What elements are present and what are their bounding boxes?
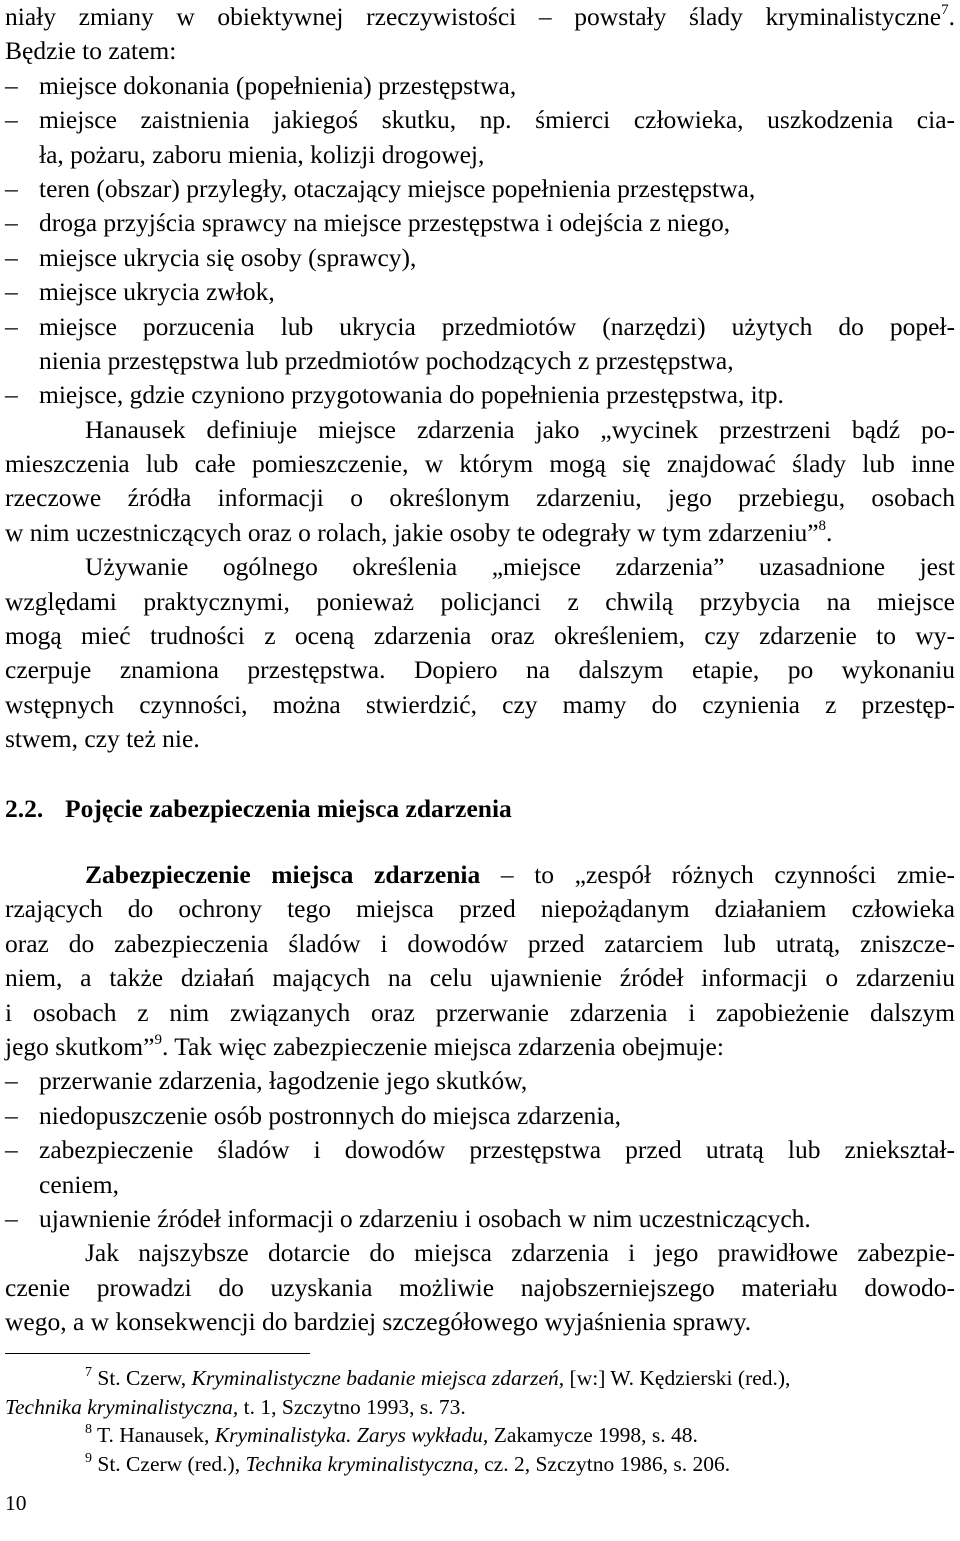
text-line (5, 0, 955, 34)
footnote-mark: 8 (85, 1422, 92, 1438)
cited-title: Technika kryminalistyczna, (245, 1451, 479, 1476)
text-line: rzających do ochrony tego miejsca przed niepożądanym działaniem człowieka (5, 894, 955, 924)
footnotes (5, 1364, 955, 1478)
text-span: cz. 2, Szczytno 1986, s. 206. (478, 1451, 731, 1476)
dash-bullet: – (5, 1135, 18, 1165)
crime-scene-list (5, 69, 955, 413)
list-item (5, 275, 955, 309)
list-item (5, 1099, 955, 1133)
text-line: mogą mieć trudności z oceną zdarzenia oraz określeniem, czy zdarzenie to wy- (5, 621, 955, 651)
footnote-ref-8[interactable]: 8 (818, 517, 827, 534)
dash-bullet: – (5, 1066, 18, 1096)
footnote-7 (5, 1364, 955, 1392)
list-item-text: droga przyjścia sprawcy na miejsce przestępstwa i odejścia z niego, (39, 208, 731, 238)
footnote-9 (5, 1450, 955, 1478)
dash-bullet: – (5, 70, 18, 100)
dash-bullet: – (5, 380, 18, 410)
list-item-text: miejsce porzucenia lub ukrycia przedmiotów (narzędzi) użytych do popeł- (39, 311, 955, 341)
dash-bullet: – (5, 208, 18, 238)
list-item-text: niedopuszczenie osób postronnych do miejsca zdarzenia, (39, 1100, 622, 1130)
paragraph-hanausek (5, 413, 955, 551)
text-span: niały zmiany w obiektywnej rzeczywistości – powstały ślady kryminalistyczne (5, 2, 942, 31)
dash-bullet: – (5, 277, 18, 307)
page-number: 10 (5, 1491, 27, 1515)
list-item-text: ujawnienie źródeł informacji o zdarzeniu i osobach w nim uczestniczących. (39, 1203, 811, 1233)
text-line: Używanie ogólnego określenia „miejsce zdarzenia” uzasadnione jest (85, 552, 955, 582)
text-span: w nim uczestniczących oraz o rolach, jakie osoby te odegrały w tym zdarzeniu” (5, 517, 819, 547)
text-line: i osobach z nim związanych oraz przerwanie zdarzenia i zapobieżenie dalszym (5, 997, 955, 1027)
text-line: rzeczowe źródła informacji o określonym zdarzeniu, jego przebiegu, osobach (5, 483, 955, 513)
text-span: Zakamycze 1998, s. 48. (488, 1423, 698, 1448)
text-span: St. Czerw (red.), (92, 1451, 246, 1476)
list-item (5, 1133, 955, 1167)
footnote-8 (5, 1421, 955, 1449)
section-title: Pojęcie zabezpieczenia miejsca zdarzenia (65, 793, 512, 823)
text-line: Będzie to zatem: (5, 36, 177, 66)
list-item-text: miejsce dokonania (popełnienia) przestępstwa, (39, 70, 517, 100)
dash-bullet: – (5, 242, 18, 272)
list-item-text: teren (obszar) przyległy, otaczający miejsce popełnienia przestępstwa, (39, 173, 756, 203)
text-span: t. 1, Szczytno 1993, s. 73. (238, 1394, 466, 1419)
list-item (5, 1202, 955, 1236)
text-line: oraz do zabezpieczenia śladów i dowodów przed zatarciem lub utratą, zniszcze- (5, 928, 955, 958)
list-item-continuation: nienia przestępstwa lub przedmiotów pochodzących z przestępstwa, (39, 345, 734, 375)
list-item (5, 103, 955, 137)
list-item-text: miejsce zaistnienia jakiegoś skutku, np. śmierci człowieka, uszkodzenia cia- (39, 105, 955, 135)
list-item (5, 378, 955, 412)
list-item-text: przerwanie zdarzenia, łagodzenie jego skutków, (39, 1066, 528, 1096)
paragraph-jak (5, 1236, 955, 1339)
text-line (5, 1030, 955, 1064)
cited-title: Kryminalistyczne badanie miejsca zdarzeń, (191, 1366, 565, 1391)
dash-bullet: – (5, 1203, 18, 1233)
text-line: niem, a także działań mających na celu ujawnienie źródeł informacji o zdarzeniu (5, 963, 955, 993)
footnote-mark: 7 (85, 1365, 92, 1381)
list-item-text: miejsce ukrycia zwłok, (39, 277, 275, 307)
text-line: Hanausek definiuje miejsce zdarzenia jako „wycinek przestrzeni bądź po- (85, 414, 955, 444)
text-line: Jak najszybsze dotarcie do miejsca zdarzenia i jego prawidłowe zabezpie- (85, 1238, 955, 1268)
section-number: 2.2. (5, 793, 44, 823)
list-item-text: zabezpieczenie śladów i dowodów przestępstwa przed utratą lub zniekształ- (39, 1135, 955, 1165)
section-heading (5, 792, 955, 826)
paragraph-uzywanie (5, 550, 955, 756)
footnote-separator (5, 1353, 310, 1354)
text-line (5, 858, 955, 892)
text-span: [w:] W. Kędzierski (red.), (564, 1366, 791, 1391)
footnote-ref-7[interactable]: 7 (941, 2, 949, 18)
list-item (5, 69, 955, 103)
list-item (5, 1064, 955, 1098)
text-span: St. Czerw, (92, 1366, 192, 1391)
list-item (5, 172, 955, 206)
list-item-continuation: ła, pożaru, zaboru mienia, kolizji drogowej, (39, 139, 485, 169)
text-span: jego skutkom” (5, 1031, 155, 1061)
text-span: T. Hanausek, (92, 1423, 215, 1448)
text-line: względami praktycznymi, ponieważ policjanci z chwilą przybycia na miejsce (5, 586, 955, 616)
text-line: wego, a w konsekwencji do bardziej szczegółowego wyjaśnienia sprawy. (5, 1307, 752, 1337)
text-line: czerpuje znamiona przestępstwa. Dopiero na dalszym etapie, po wykonaniu (5, 655, 955, 685)
cited-title: Technika kryminalistyczna, (5, 1394, 239, 1419)
list-item (5, 310, 955, 344)
list-item-continuation: ceniem, (39, 1169, 119, 1199)
list-item-text: miejsce ukrycia się osoby (sprawcy), (39, 242, 417, 272)
text-span: – to „zespół różnych czynności zmie- (480, 859, 955, 889)
dash-bullet: – (5, 173, 18, 203)
text-span: . (826, 517, 833, 547)
list-item-text: miejsce, gdzie czyniono przygotowania do popełnienia przestępstwa, itp. (39, 380, 784, 410)
footnote-ref-9[interactable]: 9 (154, 1031, 162, 1048)
cited-title: Kryminalistyka. Zarys wykładu, (214, 1423, 489, 1448)
securing-scope-list (5, 1064, 955, 1236)
text-line: stwem, czy też nie. (5, 724, 200, 754)
text-line: czenie prowadzi do uzyskania możliwie najobszerniejszego materiału dowodo- (5, 1272, 955, 1302)
text-line: wstępnych czynności, można stwierdzić, czy mamy do czynienia z przestęp- (5, 689, 955, 719)
text-line: mieszczenia lub całe pomieszczenie, w którym mogą się znajdować ślady lub inne (5, 449, 955, 479)
text-span: . (948, 2, 955, 31)
paragraph-zabezpieczenie (5, 858, 955, 1064)
dash-bullet: – (5, 311, 18, 341)
footnote-7-continuation (5, 1393, 955, 1421)
dash-bullet: – (5, 1100, 18, 1130)
text-line (5, 516, 955, 550)
document-page (5, 0, 955, 1478)
footnote-mark: 9 (85, 1450, 92, 1466)
defined-term: Zabezpieczenie miejsca zdarzenia (85, 859, 481, 889)
list-item (5, 241, 955, 275)
text-span: . Tak więc zabezpieczenie miejsca zdarzenia obejmuje: (161, 1031, 724, 1061)
list-item (5, 206, 955, 240)
dash-bullet: – (5, 105, 18, 135)
